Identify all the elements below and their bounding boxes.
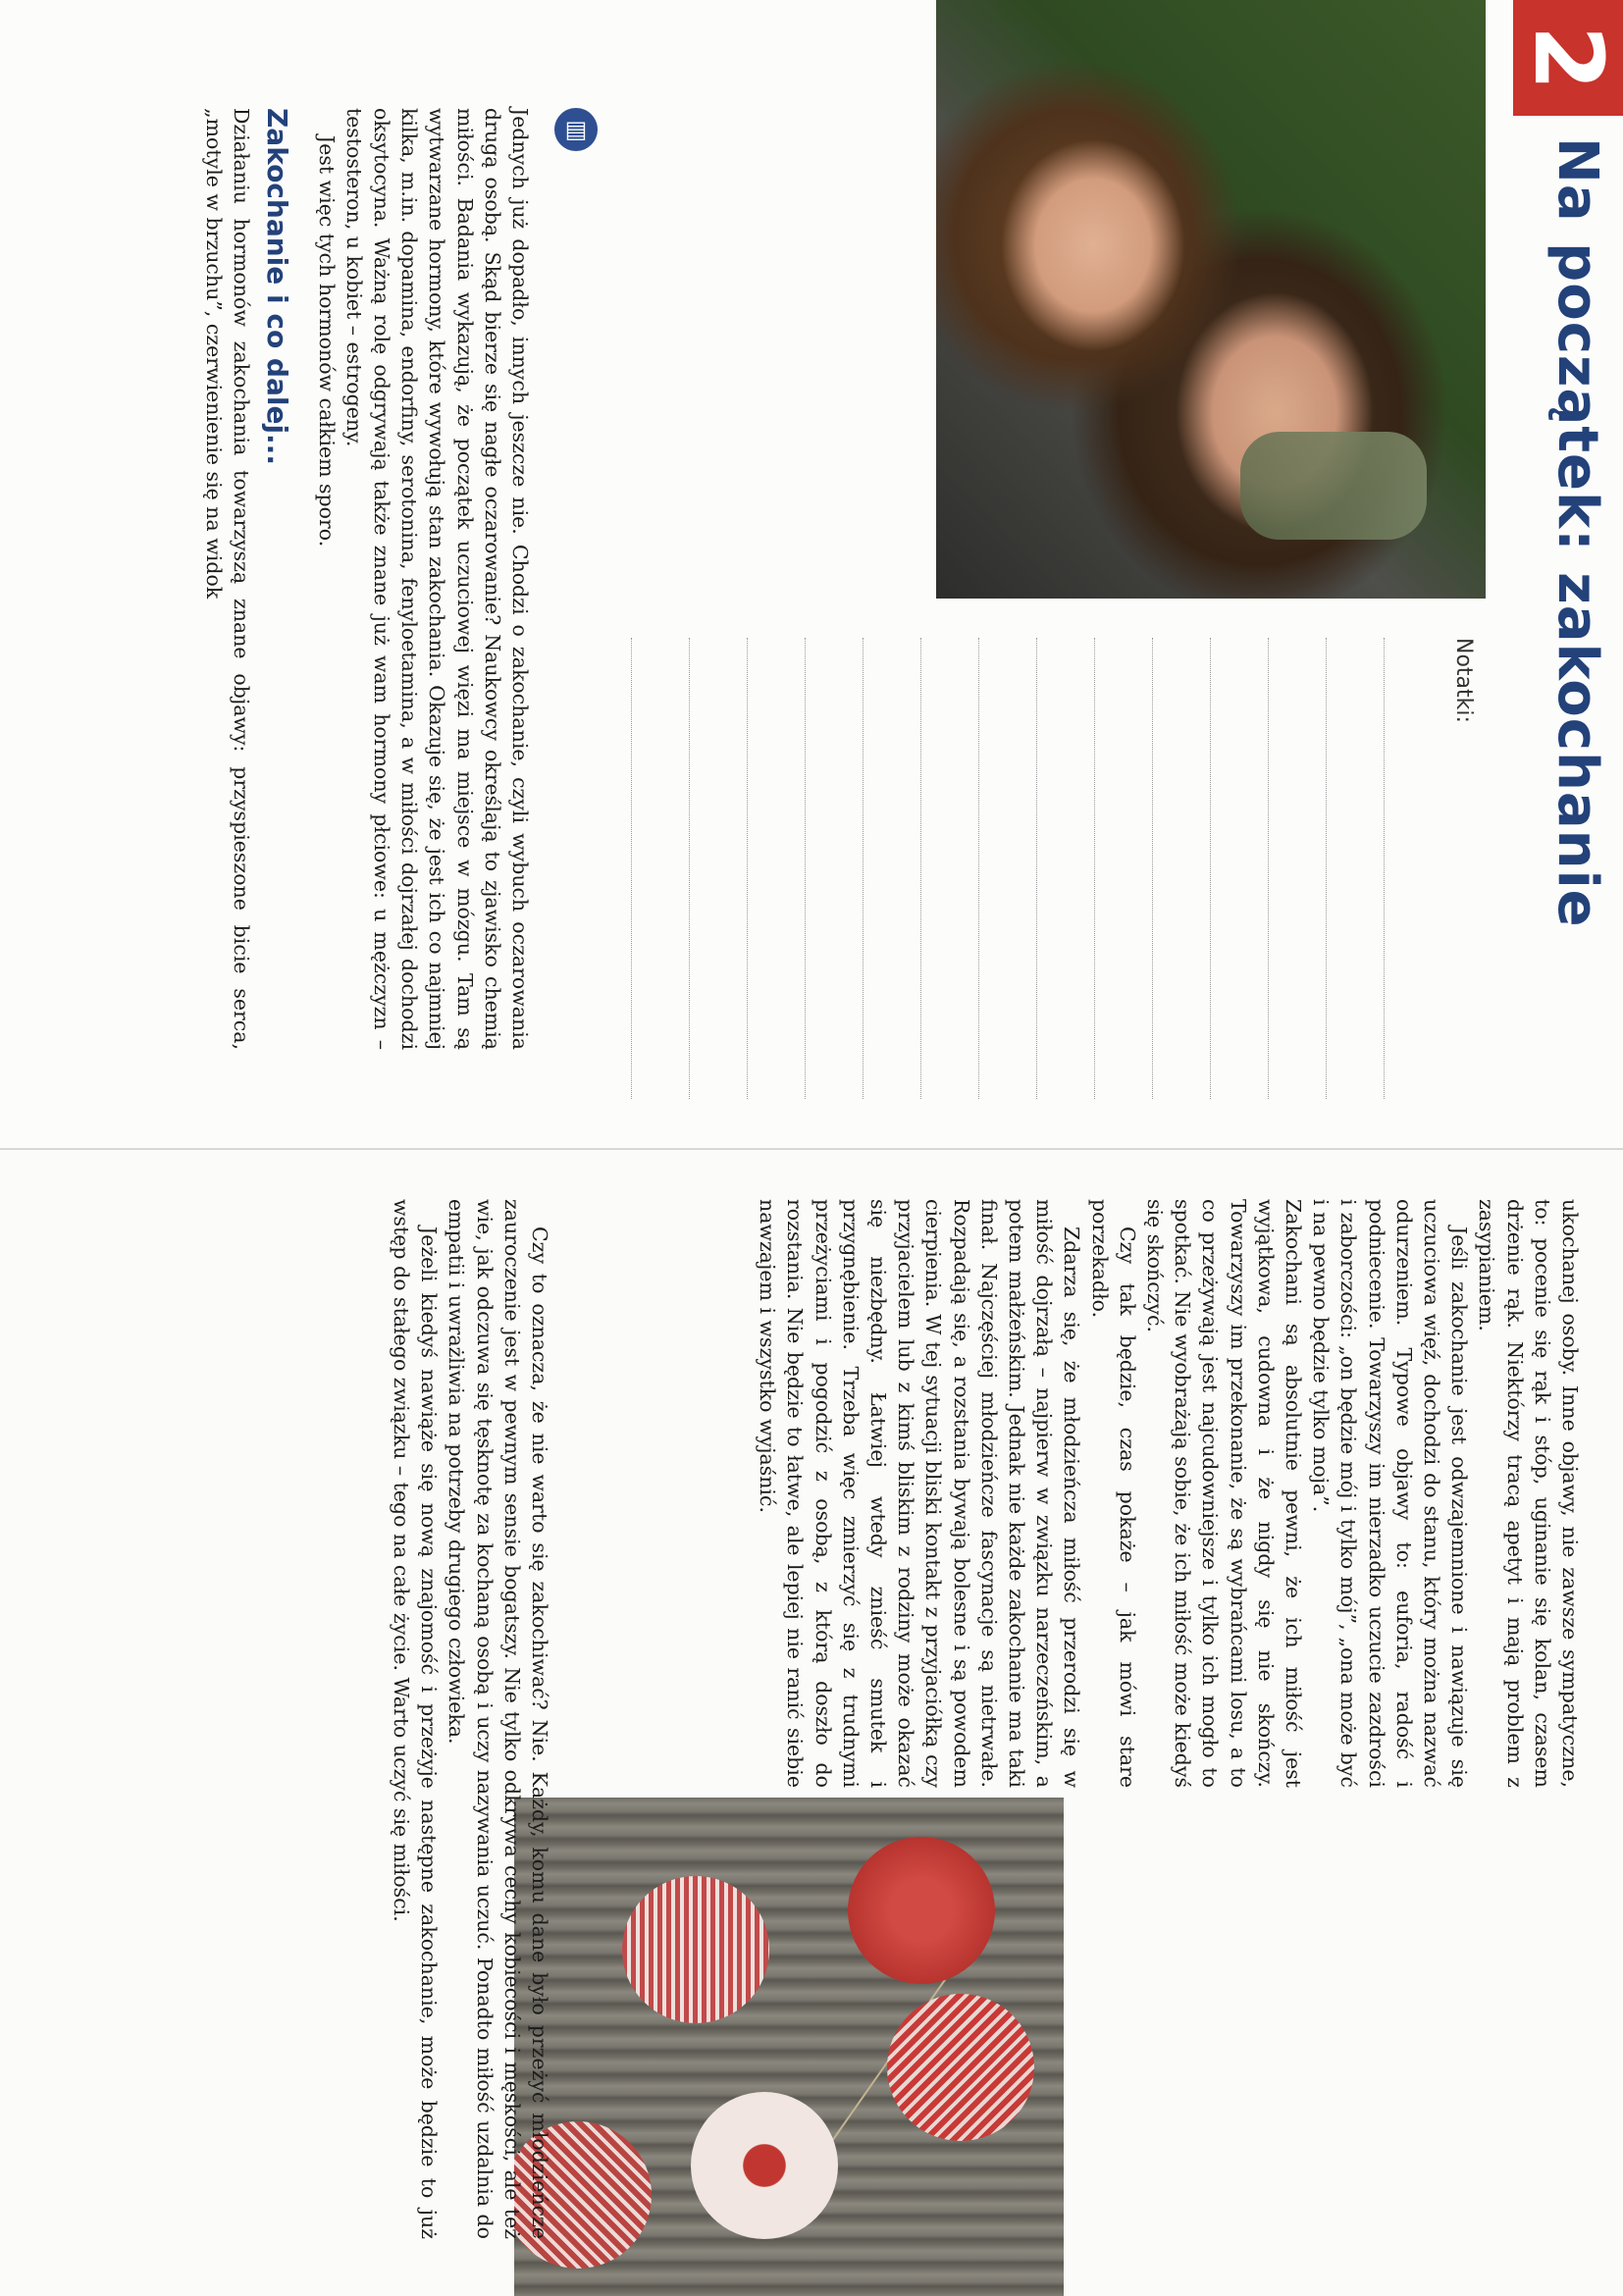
note-line[interactable]	[1384, 638, 1441, 1099]
note-line[interactable]	[631, 638, 689, 1099]
page-title: Na początek: zakochanie	[1545, 137, 1609, 928]
note-line[interactable]	[1036, 638, 1094, 1099]
paragraph: Jednych już dopadło, innych jeszcze nie. Chodzi o zakochanie, czyli wybuch oczarowania drugą osobą. Skąd bierze się nagłe oczarowanie? Naukowcy określają to zjawisko chemią miłości. Badania wykazują, że początek uczuciowej więzi ma miejsce w mózgu. Tam są wytwarzane hormony, które wywołują stan zakochania. Okazuje się, że jest ich co najmniej kilka, m.in. dopamina, endorfiny, serotonina, fenyloetamina, a w miłości dojrzałej dochodzi oksytocyna. Ważną rolę odgrywają także znane już wam hormony płciowe: u mężczyzn – testosteron, u kobiet – estrogeny.	[341, 108, 532, 1050]
note-line[interactable]	[747, 638, 805, 1099]
note-line[interactable]	[689, 638, 747, 1099]
couple-photo	[936, 0, 1486, 599]
notes-area	[631, 638, 1476, 1099]
note-line[interactable]	[1094, 638, 1152, 1099]
note-line[interactable]	[1210, 638, 1268, 1099]
note-line[interactable]	[978, 638, 1036, 1099]
paragraph: Zakochani są absolutnie pewni, że ich miłość jest wyjątkowa, cudowna i że nigdy się nie skończy. Towarzyszy im przekonanie, że są wybrańcami losu, a to co przeżywają jest najcudowniejsze i tylko ich mogło to spotkać. Nie wyobrażają sobie, że ich miłość może kiedyś się skończyć.	[1142, 1199, 1305, 1788]
paragraph: Czy tak będzie, czas pokaże – jak mówi stare porzekadło.	[1087, 1199, 1139, 1788]
hearts-photo	[514, 1798, 1064, 2296]
right-bottom-text	[388, 1199, 553, 2239]
heart-decoration	[691, 2092, 838, 2239]
section-heading: Zakochanie i co dalej...	[261, 108, 294, 465]
note-line[interactable]	[805, 638, 863, 1099]
document-icon: ▤	[554, 108, 598, 151]
paragraph: ukochanej osoby. Inne objawy, nie zawsze sympatyczne, to: pocenie się rąk i stóp, uginanie się kolan, czasem drżenie rąk. Niektórzy tracą apetyt i mają problem z zasypianiem.	[1475, 1199, 1582, 1788]
paragraph: Jeśli zakochanie jest odwzajemnione i nawiązuje się uczuciowa więź, dochodzi do stanu, który można nazwać odurzeniem. Typowe objawy to: euforia, radość i podniecenie. Towarzyszy im nierzadko uczucie zazdrości i zaborczości: „on będzie mój i tylko mój”, „ona może być i na pewno będzie tylko moja”.	[1309, 1199, 1472, 1788]
paragraph: Czy to oznacza, że nie warto się zakochiwać? Nie. Każdy, komu dane było przeżyć młodzieńcze zauroczenie jest w pewnym sensie bogatszy. Nie tylko odkrywa cechy kobiecości i męskości, ale też wie, jak odczuwa się tęsknotę za kochaną osobą i uczy nazywania uczuć. Ponadto miłość uzdalnia do empatii i uwrażliwia na potrzeby drugiego człowieka.	[445, 1199, 551, 2239]
note-line[interactable]	[863, 638, 920, 1099]
right-page	[0, 1148, 1623, 2296]
note-line[interactable]	[1326, 638, 1384, 1099]
note-line[interactable]	[1152, 638, 1210, 1099]
note-line[interactable]	[1268, 638, 1326, 1099]
heart-decoration	[887, 1994, 1034, 2141]
left-body-text	[200, 108, 534, 1050]
paragraph: Jeżeli kiedyś nawiąże się nową znajomość i przeżyje następne zakochanie, może będzie to już wstęp do stałego związku – tego na całe życie. Warto uczyć się miłości.	[389, 1199, 442, 2239]
chapter-number-tab: 2	[1513, 0, 1623, 116]
note-line[interactable]	[920, 638, 978, 1099]
heart-decoration	[827, 1816, 1016, 2005]
paragraph: Jest więc tych hormonów całkiem sporo.	[314, 135, 339, 548]
notes-label: Notatki:	[1451, 638, 1476, 723]
heart-decoration	[622, 1876, 769, 2023]
paragraph: Zdarza się, że młodzieńcza miłość przerodzi się w miłość dojrzałą – najpierw w związku narzeczeńskim, a potem małżeńskim. Jednak nie każde zakochanie ma taki finał. Najczęściej młodzieńcze fascynacje są nietrwałe. Rozpadają się, a rozstania bywają bolesne i są powodem cierpienia. W tej sytuacji bliski kontakt z przyjaciółką czy przyjacielem lub z kimś bliskim z rodziny może okazać się niezbędny. Łatwiej wtedy znieść smutek i przygnębienie. Trzeba więc zmierzyć się z trudnymi przeżyciami i pogodzić z osobą, z którą doszło do rozstania. Nie będzie to łatwe, ale lepiej nie ranić siebie nawzajem i wszystko wyjaśnić.	[756, 1199, 1084, 1788]
right-top-text	[754, 1199, 1584, 1788]
paragraph: Działaniu hormonów zakochania towarzyszą znane objawy: przyspieszone bicie serca, „motyle w brzuchu”, czerwienienie się na widok	[201, 108, 254, 1050]
